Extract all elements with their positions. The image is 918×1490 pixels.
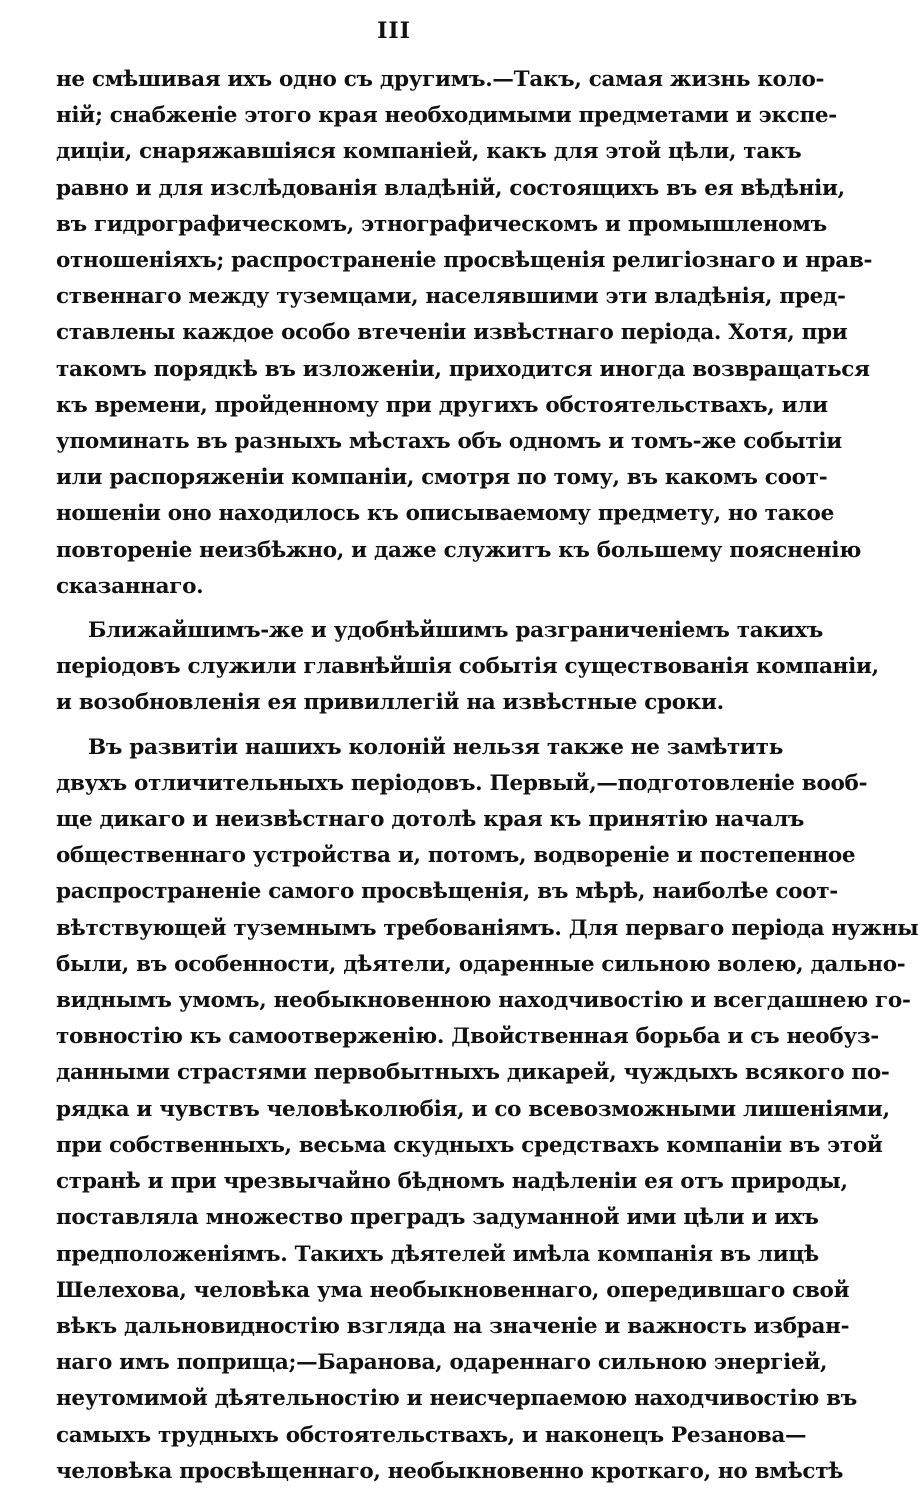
text-line: были, въ особенности, дѣятели, одаренные сильною волею, дально- xyxy=(56,951,906,977)
text-line: Въ развитіи нашихъ колоній нельзя также не замѣтить xyxy=(88,734,783,760)
page-number: III xyxy=(377,18,411,44)
text-line: ще дикаго и неизвѣстнаго дотолѣ края къ принятію началъ xyxy=(56,807,805,833)
text-line: Шелехова, человѣка ума необыкновеннаго, опередившаго свой xyxy=(56,1277,850,1303)
text-line: равно и для изслѣдованія владѣній, состоящихъ въ ея вѣдѣніи, xyxy=(56,175,845,201)
text-line: вѣкъ дальновидностію взгляда на значеніе и важность избран- xyxy=(56,1313,850,1339)
text-line: періодовъ служили главнѣйшія событія существованія компаніи, xyxy=(56,654,879,680)
text-line: не смѣшивая ихъ одно съ другимъ.—Такъ, самая жизнь коло- xyxy=(56,67,825,92)
text-line: самыхъ трудныхъ обстоятельствахъ, и наконецъ Резанова— xyxy=(56,1422,807,1448)
text-line: такомъ порядкѣ въ изложеніи, приходится иногда возвращаться xyxy=(56,356,870,382)
paragraph-3 xyxy=(56,730,918,1490)
text-line: или распоряженіи компаніи, смотря по тому, въ какомъ соот- xyxy=(56,465,828,491)
text-line: и возобновленія ея привиллегій на извѣстные сроки. xyxy=(56,690,724,716)
text-line: неутомимой дѣятельностію и неисчерпаемою находчивостію въ xyxy=(56,1386,857,1412)
text-line: отношеніяхъ; распространеніе просвѣщенія религіознаго и нрав- xyxy=(56,248,873,274)
text-line: распространеніе самого просвѣщенія, въ мѣрѣ, наиболѣе соот- xyxy=(56,879,838,905)
text-line: ношеніи оно находилось къ описываемому предмету, но такое xyxy=(56,501,834,527)
text-line: рядка и чувствъ человѣколюбія, и со всевозможными лишеніями, xyxy=(56,1096,890,1122)
text-line: предположеніямъ. Такихъ дѣятелей имѣла компанія въ лицѣ xyxy=(56,1241,819,1267)
text-line: повтореніе неизбѣжно, и даже служитъ къ большему поясненію xyxy=(56,537,861,563)
text-line: въ гидрографическомъ, этнографическомъ и промышленомъ xyxy=(56,211,827,237)
text-line: странѣ и при чрезвычайно бѣдномъ надѣленіи ея отъ природы, xyxy=(56,1169,848,1195)
paragraph-1 xyxy=(56,62,873,605)
text-line: упоминать въ разныхъ мѣстахъ объ одномъ и томъ-же событіи xyxy=(56,429,842,455)
text-line: вѣтствующей туземнымъ требованіямъ. Для перваго періода нужны xyxy=(56,915,918,941)
text-line: при собственныхъ, весьма скудныхъ средствахъ компаніи въ этой xyxy=(56,1132,883,1158)
text-line: товностію къ самоотверженію. Двойственная борьба и съ необуз- xyxy=(56,1024,879,1050)
text-line: ственнаго между туземцами, населявшими эти владѣнія, пред- xyxy=(56,284,846,310)
text-line: ставлены каждое особо втеченіи извѣстнаго періода. Хотя, при xyxy=(56,320,848,346)
text-line: наго имъ поприща;—Баранова, одареннаго сильною энергіей, xyxy=(56,1350,828,1376)
text-line: Ближайшимъ-же и удобнѣйшимъ разграниченіемъ такихъ xyxy=(88,618,823,644)
text-line: ній; снабженіе этого края необходимыми предметами и экспе- xyxy=(56,103,837,129)
text-line: поставляла множество преградъ задуманной ими цѣли и ихъ xyxy=(56,1205,819,1231)
text-line: данными страстями первобытныхъ дикарей, чуждыхъ всякого по- xyxy=(56,1060,890,1086)
text-line: двухъ отличительныхъ періодовъ. Первый,—подготовленіе вооб- xyxy=(56,770,868,796)
text-line: человѣка просвѣщеннаго, необыкновенно кроткаго, но вмѣстѣ xyxy=(56,1458,844,1484)
text-line: къ времени, пройденному при другихъ обстоятельствахъ, или xyxy=(56,392,828,418)
text-line: виднымъ умомъ, необыкновенною находчивостію и всегдашнею го- xyxy=(56,988,911,1014)
text-line: сказаннаго. xyxy=(56,573,204,599)
paragraph-2 xyxy=(56,613,879,722)
text-line: общественнаго устройства и, потомъ, водвореніе и постепенное xyxy=(56,843,856,869)
text-line: диціи, снаряжавшіяся компаніей, какъ для этой цѣли, такъ xyxy=(56,139,802,165)
